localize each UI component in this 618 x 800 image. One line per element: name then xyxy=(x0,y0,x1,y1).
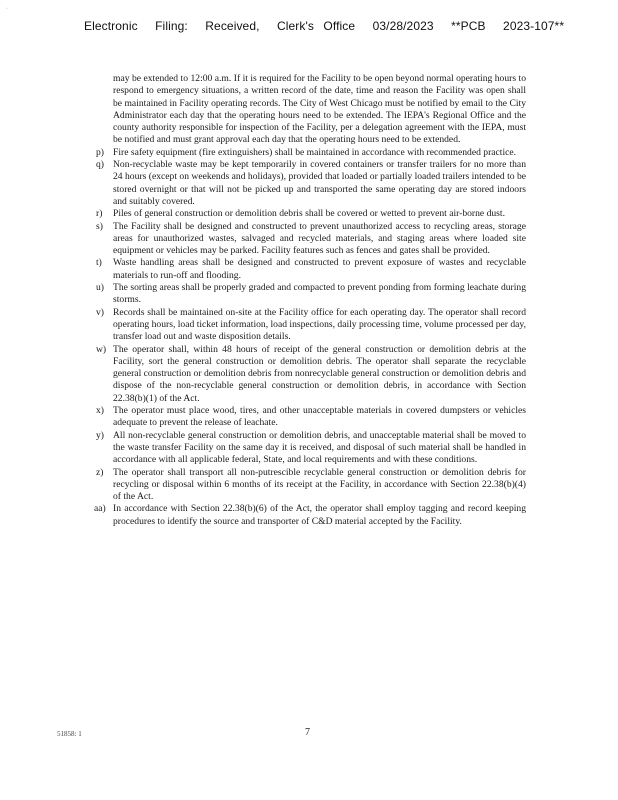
header-case-number: 2023-107** xyxy=(503,19,565,33)
item-text: The operator shall transport all non-putrescible recyclable general construction or demolition debris for recycling or disposal within 6 months of its receipt at the Facility, in accordance with Section 22.38(b)(4) of the Act. xyxy=(113,466,526,503)
item-text: Records shall be maintained on-site at the Facility office for each operating day. The operator shall record operating hours, load ticket information, load inspections, daily processing time, volume processed per day, transfer load out and waste disposition details. xyxy=(113,306,526,343)
item-label: p) xyxy=(96,146,104,158)
item-text: Piles of general construction or demolition debris shall be covered or wetted to prevent air-borne dust. xyxy=(113,208,505,220)
condition-item-z xyxy=(96,467,526,504)
condition-item-w xyxy=(96,344,526,405)
condition-item-s xyxy=(96,221,526,258)
item-label: y) xyxy=(96,429,104,441)
header-word: Clerk's xyxy=(276,19,314,33)
item-label: w) xyxy=(96,343,107,355)
header-word: Received, xyxy=(205,19,260,33)
condition-item-q xyxy=(96,159,526,208)
item-text: Fire safety equipment (fire extinguishers) shall be maintained in accordance with recommended practice. xyxy=(113,146,517,158)
footer-document-code: 51858: 1 xyxy=(57,730,82,738)
header-date: 03/28/2023 xyxy=(372,19,434,33)
condition-item-p xyxy=(96,147,526,159)
condition-item-r xyxy=(96,208,526,220)
page-number: 7 xyxy=(305,727,310,738)
item-label: x) xyxy=(96,405,104,417)
scan-speck: · xyxy=(6,6,8,12)
condition-item-aa xyxy=(96,503,526,528)
item-label: r) xyxy=(96,208,103,220)
header-word: Electronic xyxy=(84,19,138,33)
item-text: The Facility shall be designed and constructed to prevent unauthorized access to recycling areas, storage areas for unauthorized wastes, salvaged and recycled materials, and staging areas where loaded site equipment or vehicles may be parked. Facility features such as fences and gates shall be provided. xyxy=(113,220,526,257)
item-text: In accordance with Section 22.38(b)(6) of the Act, the operator shall employ tagging and record keeping procedures to identify the source and transporter of C&D material accepted by the Facility. xyxy=(113,503,526,527)
condition-item-v xyxy=(96,307,526,344)
condition-item-u xyxy=(96,282,526,307)
efiling-stamp-header xyxy=(84,19,565,33)
item-label: z) xyxy=(96,466,104,478)
item-text: Non-recyclable waste may be kept temporarily in covered containers or transfer trailers for no more than 24 hours (except on weekends and holidays), provided that loaded or partially loaded trailers intended to be stored overnight or that will not be picked up and transported the same operating day are stored indoors and suitably covered. xyxy=(113,159,526,207)
item-label: aa) xyxy=(94,503,106,515)
header-word: Office xyxy=(323,19,356,33)
item-label: q) xyxy=(96,159,104,171)
header-word: Filing: xyxy=(155,19,188,33)
item-text: Waste handling areas shall be designed and constructed to prevent exposure of wastes and recyclable materials to run-off and flooding. xyxy=(113,257,526,281)
item-label: s) xyxy=(96,220,103,232)
item-label: t) xyxy=(96,257,102,269)
item-text: The operator shall, within 48 hours of receipt of the general construction or demolition debris at the Facility, sort the general construction or demolition debris. The operator shall separate the recyclable general construction or demolition debris from nonrecyclable general construction or demolition debris and dispose of the non-recyclable general construction or demolition debris, in accordance with Section 22.38(b)(1) of the Act. xyxy=(113,343,526,404)
condition-item-y xyxy=(96,430,526,467)
item-text: The operator must place wood, tires, and other unacceptable materials in covered dumpsters or vehicles adequate to prevent the release of leachate. xyxy=(113,405,526,429)
document-body xyxy=(96,73,526,528)
condition-item-x xyxy=(96,405,526,430)
item-text: All non-recyclable general construction or demolition debris, and unacceptable material shall be moved to the waste transfer Facility on the same day it is received, and disposal of such material shall be handled in accordance with all applicable federal, State, and local requirements and with these conditions. xyxy=(113,429,526,466)
item-label: u) xyxy=(96,282,104,294)
item-label: v) xyxy=(96,306,104,318)
header-word: **PCB xyxy=(451,19,486,33)
item-text: The sorting areas shall be properly graded and compacted to prevent ponding from forming leachate during storms. xyxy=(113,282,526,306)
condition-item-t xyxy=(96,257,526,282)
continuation-paragraph: may be extended to 12:00 a.m. If it is required for the Facility to be open beyond normal operating hours to respond to emergency situations, a written record of the date, time and reason the Facility was open shall be maintained in Facility operating records. The City of West Chicago must be notified by email to the City Administrator each day that the operating hours need to be extended. The IEPA's Regional Office and the county authority responsible for inspection of the Facility, per a delegation agreement with the IEPA, must be notified and must grant approval each day that the operating hours need to be extended. xyxy=(113,73,526,146)
